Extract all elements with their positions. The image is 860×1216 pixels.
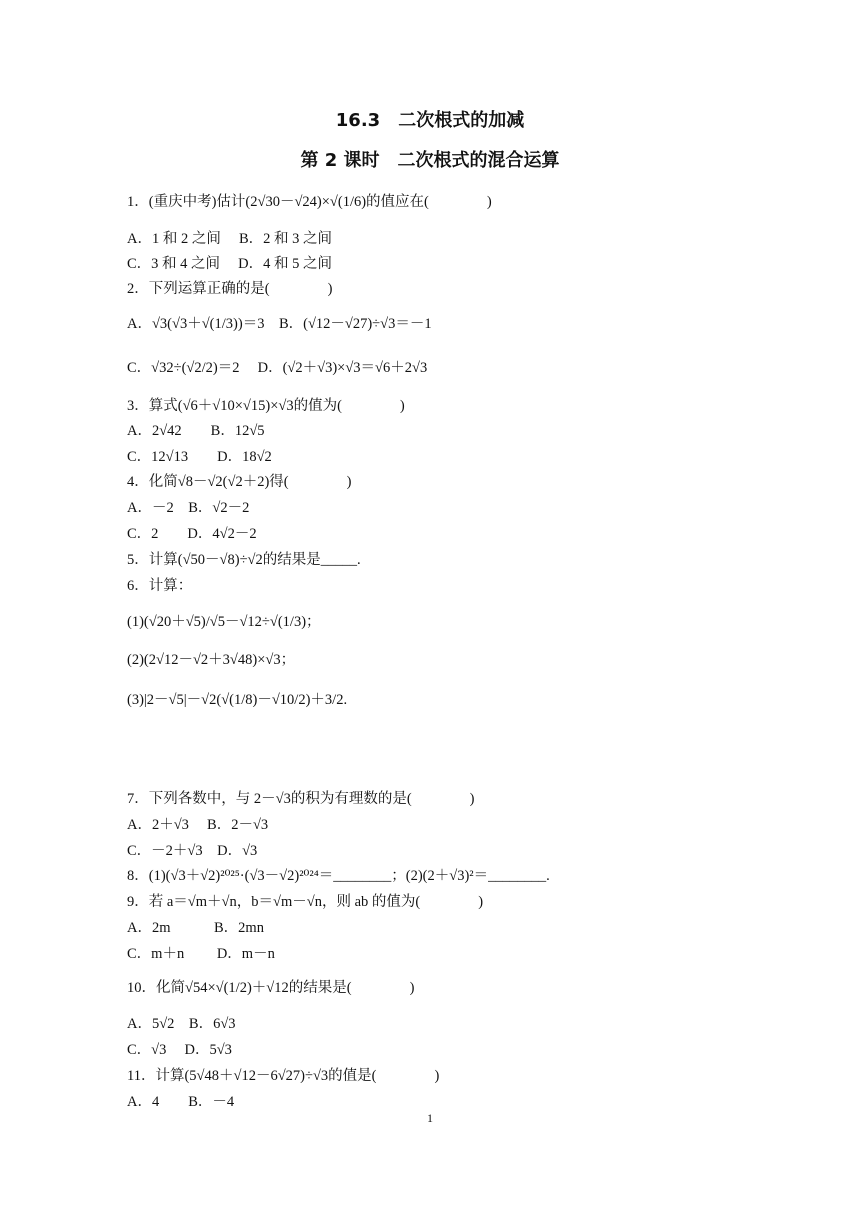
question-2: 2．下列运算正确的是( )	[127, 281, 333, 297]
question-7-options-ab: A．2＋√3 B．2－√3	[127, 817, 269, 833]
question-1-options-ab: A．1 和 2 之间 B．2 和 3 之间	[127, 231, 333, 247]
question-4-options-ab: A．－2 B．√2－2	[127, 500, 250, 516]
question-11-options-ab: A．4 B．－4	[127, 1094, 235, 1110]
question-9-options-cd: C．m＋n D．m－n	[127, 946, 275, 962]
question-4: 4．化简√8－√2(√2＋2)得( )	[127, 474, 352, 490]
question-10: 10．化简√54×√(1/2)＋√12的结果是( )	[127, 980, 415, 996]
section-title: 16.3 二次根式的加减	[335, 110, 525, 131]
question-6: 6．计算：	[127, 578, 193, 594]
question-2-options-ab: A．√3(√3＋√(1/3))＝3 B．(√12－√27)÷√3＝－1	[127, 316, 432, 332]
page-number: 1	[427, 1111, 433, 1125]
lesson-title: 第 2 课时 二次根式的混合运算	[300, 150, 560, 171]
question-3-options-ab: A．2√42 B．12√5	[127, 423, 265, 439]
question-1: 1．(重庆中考)估计(2√30－√24)×√(1/6)的值应在( )	[127, 194, 492, 210]
question-10-options-ab: A．5√2 B．6√3	[127, 1016, 236, 1032]
question-9: 9．若 a＝√m＋√n，b＝√m－√n，则 ab 的值为( )	[127, 894, 484, 910]
question-3: 3．算式(√6＋√10×√15)×√3的值为( )	[127, 398, 405, 414]
question-10-options-cd: C．√3 D．5√3	[127, 1042, 232, 1058]
question-8: 8．(1)(√3＋√2)²⁰²⁵·(√3－√2)²⁰²⁴＝________；(2)(2＋√3)²＝________.	[127, 868, 550, 884]
question-4-options-cd: C．2 D．4√2－2	[127, 526, 257, 542]
question-5: 5．计算(√50－√8)÷√2的结果是_____.	[127, 552, 361, 568]
question-9-options-ab: A．2m B．2mn	[127, 920, 264, 936]
question-1-options-cd: C．3 和 4 之间 D．4 和 5 之间	[127, 256, 333, 272]
question-11: 11．计算(5√48＋√12－6√27)÷√3的值是( )	[127, 1068, 440, 1084]
question-6-part-1: (1)(√20＋√5)/√5－√12÷√(1/3)；	[127, 614, 321, 630]
question-6-part-3: (3)|2－√5|－√2(√(1/8)－√10/2)＋3/2.	[127, 692, 348, 708]
question-2-options-cd: C．√32÷(√2/2)＝2 D．(√2＋√3)×√3＝√6＋2√3	[127, 360, 428, 376]
question-3-options-cd: C．12√13 D．18√2	[127, 449, 272, 465]
question-7: 7．下列各数中，与 2－√3的积为有理数的是( )	[127, 791, 475, 807]
question-6-part-2: (2)(2√12－√2＋3√48)×√3；	[127, 652, 296, 668]
question-7-options-cd: C．－2＋√3 D．√3	[127, 843, 258, 859]
